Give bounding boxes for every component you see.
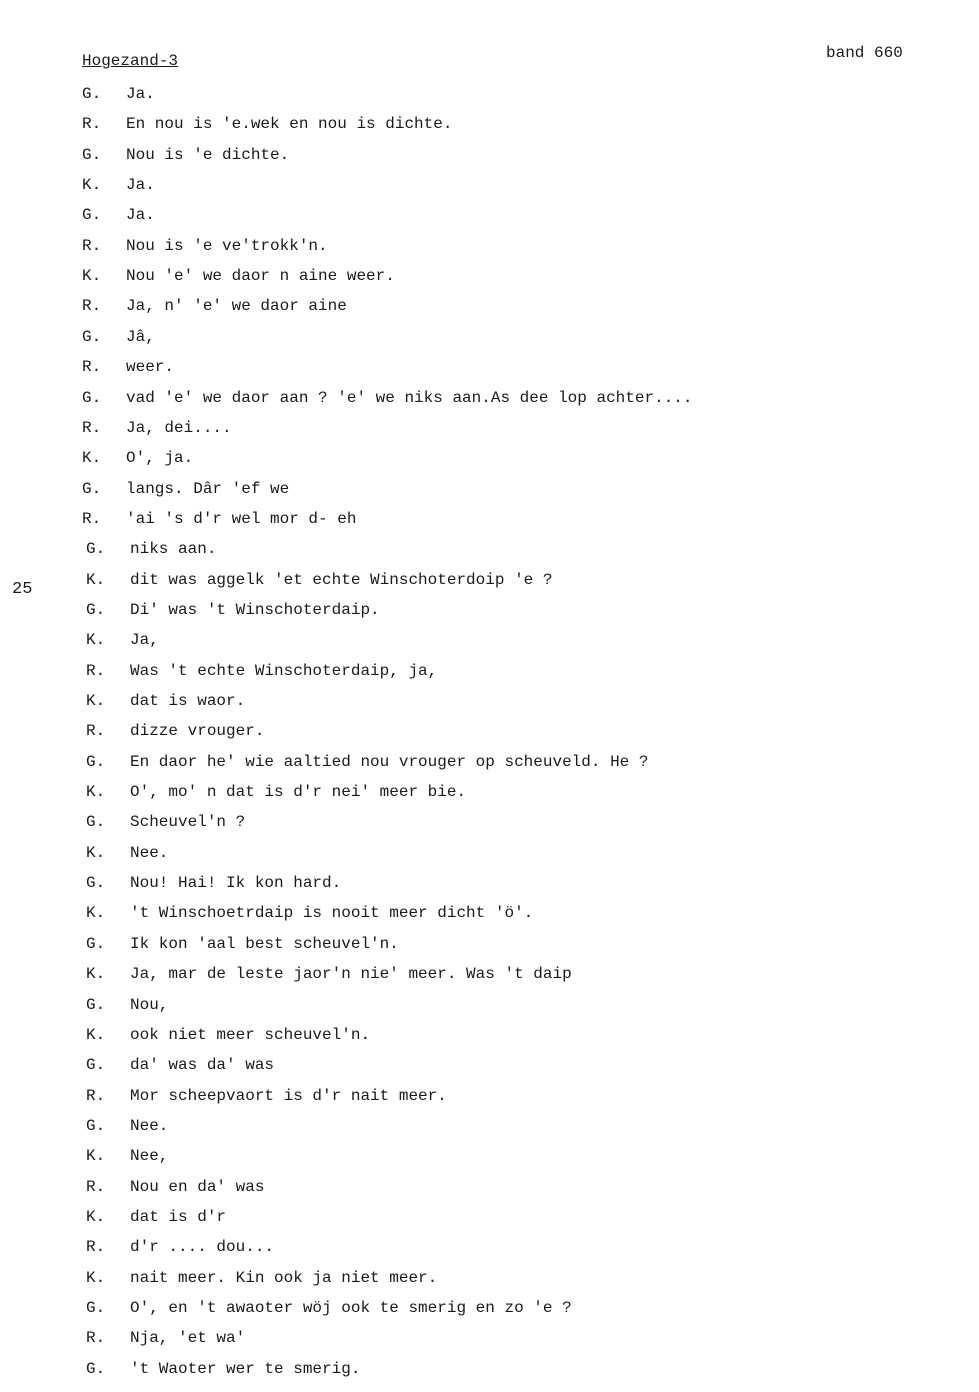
speaker-label: R.: [86, 1177, 106, 1196]
transcript-line: [86, 1117, 168, 1141]
speaker-label: K.: [86, 965, 106, 984]
band-number: band 660: [826, 44, 903, 62]
speaker-label: R.: [86, 1238, 106, 1257]
utterance-text: Nee.: [130, 843, 169, 862]
transcript-line: [86, 844, 168, 868]
speaker-label: G.: [86, 874, 106, 893]
transcript-line: [86, 571, 552, 595]
transcript-line: [82, 176, 155, 200]
speaker-label: R.: [86, 1086, 106, 1105]
transcript-line: [86, 1147, 168, 1171]
speaker-label: K.: [86, 843, 106, 862]
transcript-line: [82, 419, 232, 443]
transcript-line: [82, 480, 289, 504]
utterance-text: O', mo' n dat is d'r nei' meer bie.: [130, 783, 467, 802]
transcript-line: [82, 449, 193, 473]
utterance-text: Ja, dei....: [126, 418, 232, 437]
transcript-line: [86, 601, 380, 625]
utterance-text: En daor he' wie aaltied nou vrouger op scheuveld. He ?: [130, 752, 649, 771]
speaker-label: G.: [86, 752, 106, 771]
speaker-label: K.: [86, 783, 106, 802]
utterance-text: Ik kon 'aal best scheuvel'n.: [130, 934, 399, 953]
utterance-text: langs. Dâr 'ef we: [126, 479, 290, 498]
transcript-line: [86, 1087, 447, 1111]
transcript-line: [86, 996, 168, 1020]
speaker-label: K.: [82, 449, 102, 468]
utterance-text: Nou is 'e ve'trokk'n.: [126, 236, 328, 255]
transcript-line: [86, 692, 245, 716]
speaker-label: R.: [82, 358, 102, 377]
utterance-text: Ja, mar de leste jaor'n nie' meer. Was 't daip: [130, 965, 572, 984]
speaker-label: R.: [86, 661, 106, 680]
speaker-label: K.: [86, 1147, 106, 1166]
transcript-line: [86, 540, 216, 564]
speaker-label: G.: [82, 85, 102, 103]
transcript-line: [82, 115, 452, 139]
transcript-line: [82, 358, 174, 382]
transcript-line: [86, 753, 648, 777]
transcript-line: [82, 510, 356, 534]
speaker-label: K.: [86, 570, 106, 589]
transcript-line: [86, 722, 264, 746]
page-title: Hogezand-3: [82, 52, 179, 70]
utterance-text: nait meer. Kin ook ja niet meer.: [130, 1268, 438, 1287]
speaker-label: R.: [82, 115, 102, 134]
utterance-text: O', en 't awaoter wöj ook te smerig en zo 'e ?: [130, 1299, 572, 1317]
speaker-label: G.: [86, 1299, 106, 1317]
utterance-text: Jâ,: [126, 327, 155, 346]
utterance-text: Mor scheepvaort is d'r nait meer.: [130, 1086, 447, 1105]
transcript-line: [86, 965, 572, 989]
speaker-label: G.: [82, 145, 102, 164]
speaker-label: G.: [86, 1116, 106, 1135]
margin-line-number: 25: [12, 580, 33, 599]
speaker-label: G.: [82, 479, 102, 498]
transcript-line: [82, 206, 155, 230]
utterance-text: Nou,: [130, 995, 169, 1014]
speaker-label: K.: [86, 1207, 106, 1226]
speaker-label: K.: [82, 176, 102, 195]
transcript-line: [86, 1299, 572, 1323]
transcript-line: [82, 267, 395, 291]
utterance-text: Ja, n' 'e' we daor aine: [126, 297, 347, 316]
transcript-line: [86, 631, 159, 655]
utterance-text: 't Waoter wer te smerig.: [130, 1359, 361, 1378]
utterance-text: Ja.: [126, 176, 155, 195]
transcript-line: [86, 1360, 360, 1384]
transcript-line: [86, 1269, 437, 1293]
utterance-text: Ja,: [130, 631, 159, 650]
transcript-line: [86, 662, 437, 686]
transcript-line: [82, 85, 155, 109]
speaker-label: G.: [86, 1359, 106, 1378]
speaker-label: K.: [86, 1268, 106, 1287]
utterance-text: da' was da' was: [130, 1056, 275, 1075]
transcript-line: [86, 1238, 274, 1262]
speaker-label: G.: [82, 327, 102, 346]
speaker-label: K.: [86, 692, 106, 710]
transcript-line: [86, 904, 533, 928]
utterance-text: weer.: [126, 358, 175, 377]
speaker-label: G.: [82, 388, 102, 407]
utterance-text: Scheuvel'n ?: [130, 813, 246, 832]
utterance-text: dat is waor.: [130, 692, 246, 710]
transcript-line: [82, 389, 693, 413]
utterance-text: ook niet meer scheuvel'n.: [130, 1025, 371, 1044]
transcript-line: [86, 813, 245, 837]
utterance-text: Ja.: [126, 206, 155, 225]
utterance-text: Nou 'e' we daor n aine weer.: [126, 267, 395, 286]
transcript-line: [86, 1329, 245, 1353]
speaker-label: G.: [86, 934, 106, 953]
speaker-label: K.: [86, 1025, 106, 1044]
transcript-line: [86, 874, 341, 898]
transcript-line: [86, 1178, 264, 1202]
transcript-line: [86, 1208, 226, 1232]
utterance-text: Was 't echte Winschoterdaip, ja,: [130, 661, 438, 680]
utterance-text: Nja, 'et wa': [130, 1329, 246, 1348]
transcript-line: [82, 328, 155, 352]
utterance-text: O', ja.: [126, 449, 194, 468]
transcript-line: [86, 1026, 370, 1050]
utterance-text: Nou! Hai! Ik kon hard.: [130, 874, 342, 893]
speaker-label: R.: [82, 509, 102, 528]
speaker-label: G.: [86, 995, 106, 1014]
transcript-line: [82, 237, 328, 261]
transcript-line: [82, 146, 289, 170]
utterance-text: dit was aggelk 'et echte Winschoterdoip 'e ?: [130, 570, 553, 589]
utterance-text: Di' was 't Winschoterdaip.: [130, 600, 380, 619]
transcript-line: [86, 935, 399, 959]
utterance-text: vad 'e' we daor aan ? 'e' we niks aan.As dee lop achter....: [126, 388, 693, 407]
transcript-line: [82, 297, 347, 321]
speaker-label: G.: [82, 206, 102, 225]
utterance-text: d'r .... dou...: [130, 1238, 275, 1257]
utterance-text: niks aan.: [130, 540, 217, 559]
speaker-label: R.: [82, 418, 102, 437]
speaker-label: R.: [86, 1329, 106, 1348]
speaker-label: K.: [82, 267, 102, 286]
transcript-line: [86, 783, 466, 807]
utterance-text: Nou en da' was: [130, 1177, 265, 1196]
utterance-text: 't Winschoetrdaip is nooit meer dicht 'ö'.: [130, 904, 534, 923]
speaker-label: G.: [86, 1056, 106, 1075]
utterance-text: Nee,: [130, 1147, 169, 1166]
utterance-text: Ja.: [126, 85, 155, 103]
speaker-label: R.: [82, 297, 102, 316]
speaker-label: G.: [86, 600, 106, 619]
utterance-text: dizze vrouger.: [130, 722, 265, 741]
speaker-label: K.: [86, 904, 106, 923]
speaker-label: K.: [86, 631, 106, 650]
speaker-label: G.: [86, 813, 106, 832]
speaker-label: R.: [82, 236, 102, 255]
utterance-text: En nou is 'e.wek en nou is dichte.: [126, 115, 453, 134]
utterance-text: Nou is 'e dichte.: [126, 145, 290, 164]
speaker-label: G.: [86, 540, 106, 559]
transcript-line: [86, 1056, 274, 1080]
utterance-text: dat is d'r: [130, 1207, 227, 1226]
utterance-text: Nee.: [130, 1116, 169, 1135]
speaker-label: R.: [86, 722, 106, 741]
utterance-text: 'ai 's d'r wel mor d- eh: [126, 509, 357, 528]
